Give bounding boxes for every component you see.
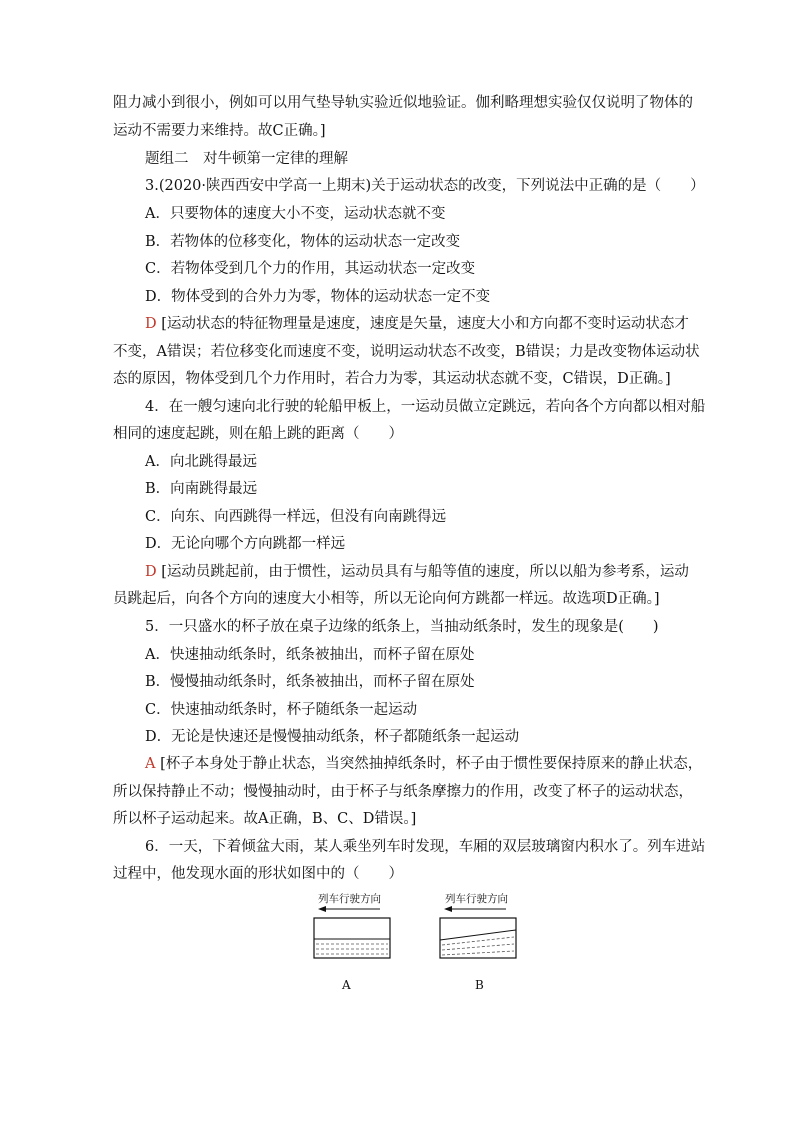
option-c: C．向东、向西跳得一样远，但没有向南跳得远 <box>145 509 447 525</box>
question-5: 5．一只盛水的杯子放在桌子边缘的纸条上，当抽动纸条时，发生的现象是( ) <box>145 619 659 635</box>
section-heading: 题组二 对牛顿第一定律的理解 <box>145 151 348 167</box>
option-c: C．若物体受到几个力的作用，其运动状态一定改变 <box>145 261 476 277</box>
option-a: A．向北跳得最远 <box>145 454 257 470</box>
figure-b-caption: B <box>475 978 484 992</box>
question-3: 3.(2020·陕西西安中学高一上期末)关于运动状态的改变，下列说法中正确的是（ ） <box>145 178 705 194</box>
answer-letter: A <box>145 756 156 772</box>
figure-b-label: 列车行驶方向 <box>445 893 508 905</box>
figure-b-window <box>436 904 520 962</box>
option-b: B．若物体的位移变化，物体的运动状态一定改变 <box>145 234 461 250</box>
option-b: B．向南跳得最远 <box>145 481 258 497</box>
option-d: D．无论向哪个方向跳都一样远 <box>145 536 346 552</box>
text-line: 所以保持静止不动；慢慢抽动时，由于杯子与纸条摩擦力的作用，改变了杯子的运动状态， <box>113 784 693 800</box>
option-c: C．快速抽动纸条时，杯子随纸条一起运动 <box>145 702 418 718</box>
figure-a-label: 列车行驶方向 <box>318 893 381 905</box>
text-line: 相同的速度起跳，则在船上跳的距离（ ） <box>113 426 403 442</box>
answer-explanation: D [运动员跳起前，由于惯性，运动员具有与船等值的速度，所以以船为参考系，运动 <box>145 564 689 580</box>
option-a: A．只要物体的速度大小不变，运动状态就不变 <box>145 206 446 222</box>
answer-letter: D <box>145 316 157 332</box>
question-6: 6．一天，下着倾盆大雨，某人乘坐列车时发现，车厢的双层玻璃窗内积水了。列车进站 <box>145 839 706 855</box>
option-d: D．无论是快速还是慢慢抽动纸条，杯子都随纸条一起运动 <box>145 729 520 745</box>
option-b: B．慢慢抽动纸条时，纸条被抽出，而杯子留在原处 <box>145 674 475 690</box>
text-line: 过程中，他发现水面的形状如图中的（ ） <box>113 866 403 882</box>
answer-letter: D <box>145 564 157 580</box>
option-d: D．物体受到的合外力为零，物体的运动状态一定不变 <box>145 289 491 305</box>
figure-a-window <box>310 904 394 962</box>
option-a: A．快速抽动纸条时，纸条被抽出，而杯子留在原处 <box>145 647 475 663</box>
figure-a-caption: A <box>342 978 351 992</box>
text-line: 运动不需要力来维持。故C正确。] <box>113 123 326 139</box>
text-line: 阻力减小到很小，例如可以用气垫导轨实验近似地验证。伽利略理想实验仅仅说明了物体的 <box>113 95 693 111</box>
text-line: 员跳起后，向各个方向的速度大小相等，所以无论向何方跳都一样远。故选项D正确。] <box>113 591 660 607</box>
answer-explanation: D [运动状态的特征物理量是速度，速度是矢量，速度大小和方向都不变时运动状态才 <box>145 316 689 332</box>
text-line: 所以杯子运动起来。故A正确，B、C、D错误。] <box>113 811 417 827</box>
question-4: 4．在一艘匀速向北行驶的轮船甲板上，一运动员做立定跳远，若向各个方向都以相对船 <box>145 399 706 415</box>
text-line: 态的原因，物体受到几个力作用时，若合力为零，其运动状态就不变，C错误，D正确。] <box>113 371 671 387</box>
text-line: 不变，A错误；若位移变化而速度不变，说明运动状态不改变，B错误；力是改变物体运动状 <box>113 344 700 360</box>
answer-explanation: A [杯子本身处于静止状态，当突然抽掉纸条时，杯子由于惯性要保持原来的静止状态， <box>145 756 703 772</box>
